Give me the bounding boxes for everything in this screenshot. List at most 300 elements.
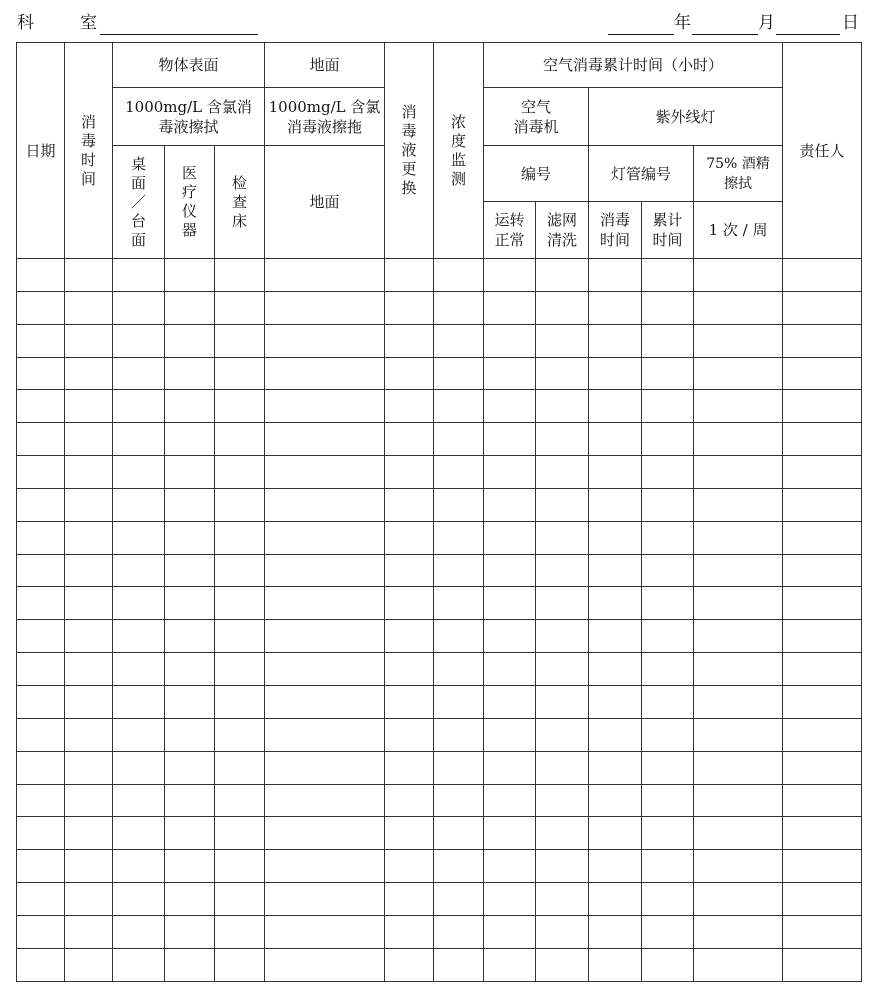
- entry-cell[interactable]: [215, 685, 265, 718]
- entry-cell[interactable]: [589, 554, 642, 587]
- entry-cell[interactable]: [484, 915, 536, 948]
- entry-cell[interactable]: [589, 751, 642, 784]
- entry-cell[interactable]: [589, 718, 642, 751]
- entry-cell[interactable]: [783, 488, 862, 521]
- entry-cell[interactable]: [783, 259, 862, 292]
- entry-cell[interactable]: [65, 751, 113, 784]
- entry-cell[interactable]: [385, 587, 434, 620]
- entry-cell[interactable]: [265, 883, 385, 916]
- entry-cell[interactable]: [113, 751, 165, 784]
- entry-cell[interactable]: [536, 685, 589, 718]
- entry-cell[interactable]: [165, 423, 215, 456]
- entry-cell[interactable]: [783, 390, 862, 423]
- entry-cell[interactable]: [484, 259, 536, 292]
- entry-cell[interactable]: [694, 784, 783, 817]
- entry-cell[interactable]: [215, 718, 265, 751]
- entry-cell[interactable]: [265, 653, 385, 686]
- entry-cell[interactable]: [642, 948, 694, 981]
- entry-cell[interactable]: [113, 718, 165, 751]
- entry-cell[interactable]: [65, 259, 113, 292]
- entry-cell[interactable]: [265, 784, 385, 817]
- entry-cell[interactable]: [165, 324, 215, 357]
- entry-cell[interactable]: [484, 324, 536, 357]
- entry-cell[interactable]: [642, 784, 694, 817]
- entry-cell[interactable]: [65, 718, 113, 751]
- entry-cell[interactable]: [165, 259, 215, 292]
- entry-cell[interactable]: [589, 587, 642, 620]
- entry-cell[interactable]: [694, 915, 783, 948]
- entry-cell[interactable]: [536, 948, 589, 981]
- entry-cell[interactable]: [783, 915, 862, 948]
- entry-cell[interactable]: [434, 751, 484, 784]
- entry-cell[interactable]: [113, 620, 165, 653]
- entry-cell[interactable]: [165, 357, 215, 390]
- entry-cell[interactable]: [165, 948, 215, 981]
- entry-cell[interactable]: [215, 883, 265, 916]
- entry-cell[interactable]: [17, 291, 65, 324]
- entry-cell[interactable]: [17, 456, 65, 489]
- entry-cell[interactable]: [65, 948, 113, 981]
- entry-cell[interactable]: [536, 620, 589, 653]
- entry-cell[interactable]: [215, 915, 265, 948]
- entry-cell[interactable]: [113, 784, 165, 817]
- entry-cell[interactable]: [385, 390, 434, 423]
- entry-cell[interactable]: [215, 620, 265, 653]
- entry-cell[interactable]: [536, 324, 589, 357]
- entry-cell[interactable]: [385, 685, 434, 718]
- entry-cell[interactable]: [265, 357, 385, 390]
- entry-cell[interactable]: [536, 521, 589, 554]
- entry-cell[interactable]: [484, 456, 536, 489]
- entry-cell[interactable]: [484, 718, 536, 751]
- entry-cell[interactable]: [642, 883, 694, 916]
- entry-cell[interactable]: [17, 883, 65, 916]
- entry-cell[interactable]: [385, 488, 434, 521]
- entry-cell[interactable]: [434, 357, 484, 390]
- entry-cell[interactable]: [694, 850, 783, 883]
- entry-cell[interactable]: [589, 488, 642, 521]
- dept-blank[interactable]: [100, 34, 258, 35]
- entry-cell[interactable]: [434, 685, 484, 718]
- entry-cell[interactable]: [165, 587, 215, 620]
- entry-cell[interactable]: [165, 291, 215, 324]
- entry-cell[interactable]: [165, 554, 215, 587]
- entry-cell[interactable]: [113, 685, 165, 718]
- entry-cell[interactable]: [17, 718, 65, 751]
- entry-cell[interactable]: [694, 357, 783, 390]
- entry-cell[interactable]: [265, 488, 385, 521]
- entry-cell[interactable]: [434, 488, 484, 521]
- entry-cell[interactable]: [536, 850, 589, 883]
- entry-cell[interactable]: [385, 784, 434, 817]
- entry-cell[interactable]: [783, 324, 862, 357]
- entry-cell[interactable]: [65, 488, 113, 521]
- entry-cell[interactable]: [536, 587, 589, 620]
- entry-cell[interactable]: [642, 488, 694, 521]
- entry-cell[interactable]: [113, 653, 165, 686]
- entry-cell[interactable]: [694, 620, 783, 653]
- entry-cell[interactable]: [589, 521, 642, 554]
- entry-cell[interactable]: [215, 521, 265, 554]
- entry-cell[interactable]: [385, 850, 434, 883]
- entry-cell[interactable]: [536, 390, 589, 423]
- entry-cell[interactable]: [694, 817, 783, 850]
- entry-cell[interactable]: [17, 587, 65, 620]
- entry-cell[interactable]: [265, 259, 385, 292]
- entry-cell[interactable]: [385, 521, 434, 554]
- entry-cell[interactable]: [642, 685, 694, 718]
- entry-cell[interactable]: [434, 291, 484, 324]
- entry-cell[interactable]: [265, 390, 385, 423]
- entry-cell[interactable]: [783, 751, 862, 784]
- entry-cell[interactable]: [694, 259, 783, 292]
- entry-cell[interactable]: [113, 456, 165, 489]
- entry-cell[interactable]: [642, 324, 694, 357]
- entry-cell[interactable]: [694, 685, 783, 718]
- entry-cell[interactable]: [65, 521, 113, 554]
- entry-cell[interactable]: [165, 784, 215, 817]
- entry-cell[interactable]: [589, 423, 642, 456]
- entry-cell[interactable]: [65, 883, 113, 916]
- entry-cell[interactable]: [215, 456, 265, 489]
- entry-cell[interactable]: [265, 554, 385, 587]
- entry-cell[interactable]: [536, 259, 589, 292]
- entry-cell[interactable]: [385, 357, 434, 390]
- entry-cell[interactable]: [589, 850, 642, 883]
- entry-cell[interactable]: [113, 488, 165, 521]
- entry-cell[interactable]: [694, 291, 783, 324]
- entry-cell[interactable]: [434, 883, 484, 916]
- entry-cell[interactable]: [215, 324, 265, 357]
- entry-cell[interactable]: [65, 554, 113, 587]
- entry-cell[interactable]: [65, 587, 113, 620]
- entry-cell[interactable]: [434, 259, 484, 292]
- entry-cell[interactable]: [434, 390, 484, 423]
- entry-cell[interactable]: [484, 620, 536, 653]
- entry-cell[interactable]: [783, 718, 862, 751]
- entry-cell[interactable]: [17, 817, 65, 850]
- entry-cell[interactable]: [783, 620, 862, 653]
- entry-cell[interactable]: [694, 390, 783, 423]
- entry-cell[interactable]: [642, 456, 694, 489]
- year-blank[interactable]: [608, 34, 674, 35]
- entry-cell[interactable]: [642, 817, 694, 850]
- entry-cell[interactable]: [589, 390, 642, 423]
- entry-cell[interactable]: [484, 488, 536, 521]
- entry-cell[interactable]: [113, 259, 165, 292]
- entry-cell[interactable]: [385, 718, 434, 751]
- entry-cell[interactable]: [17, 948, 65, 981]
- entry-cell[interactable]: [434, 653, 484, 686]
- entry-cell[interactable]: [385, 554, 434, 587]
- entry-cell[interactable]: [265, 751, 385, 784]
- entry-cell[interactable]: [783, 784, 862, 817]
- entry-cell[interactable]: [165, 653, 215, 686]
- entry-cell[interactable]: [783, 554, 862, 587]
- entry-cell[interactable]: [589, 784, 642, 817]
- entry-cell[interactable]: [484, 751, 536, 784]
- entry-cell[interactable]: [694, 456, 783, 489]
- entry-cell[interactable]: [17, 259, 65, 292]
- entry-cell[interactable]: [434, 620, 484, 653]
- entry-cell[interactable]: [165, 817, 215, 850]
- entry-cell[interactable]: [484, 423, 536, 456]
- entry-cell[interactable]: [385, 915, 434, 948]
- entry-cell[interactable]: [17, 850, 65, 883]
- entry-cell[interactable]: [694, 324, 783, 357]
- entry-cell[interactable]: [215, 291, 265, 324]
- entry-cell[interactable]: [215, 948, 265, 981]
- entry-cell[interactable]: [589, 685, 642, 718]
- entry-cell[interactable]: [165, 521, 215, 554]
- entry-cell[interactable]: [65, 685, 113, 718]
- entry-cell[interactable]: [484, 357, 536, 390]
- entry-cell[interactable]: [589, 817, 642, 850]
- entry-cell[interactable]: [642, 291, 694, 324]
- entry-cell[interactable]: [484, 390, 536, 423]
- entry-cell[interactable]: [589, 291, 642, 324]
- entry-cell[interactable]: [484, 521, 536, 554]
- entry-cell[interactable]: [783, 357, 862, 390]
- entry-cell[interactable]: [113, 521, 165, 554]
- entry-cell[interactable]: [165, 685, 215, 718]
- month-blank[interactable]: [692, 34, 758, 35]
- entry-cell[interactable]: [642, 751, 694, 784]
- entry-cell[interactable]: [265, 291, 385, 324]
- entry-cell[interactable]: [642, 620, 694, 653]
- entry-cell[interactable]: [17, 751, 65, 784]
- entry-cell[interactable]: [65, 653, 113, 686]
- entry-cell[interactable]: [484, 784, 536, 817]
- entry-cell[interactable]: [165, 915, 215, 948]
- entry-cell[interactable]: [536, 718, 589, 751]
- entry-cell[interactable]: [434, 915, 484, 948]
- entry-cell[interactable]: [113, 324, 165, 357]
- entry-cell[interactable]: [434, 587, 484, 620]
- entry-cell[interactable]: [113, 357, 165, 390]
- entry-cell[interactable]: [642, 521, 694, 554]
- entry-cell[interactable]: [783, 883, 862, 916]
- entry-cell[interactable]: [783, 423, 862, 456]
- entry-cell[interactable]: [484, 850, 536, 883]
- entry-cell[interactable]: [536, 883, 589, 916]
- entry-cell[interactable]: [642, 554, 694, 587]
- entry-cell[interactable]: [484, 653, 536, 686]
- entry-cell[interactable]: [536, 357, 589, 390]
- entry-cell[interactable]: [385, 456, 434, 489]
- entry-cell[interactable]: [783, 653, 862, 686]
- entry-cell[interactable]: [65, 784, 113, 817]
- entry-cell[interactable]: [17, 620, 65, 653]
- entry-cell[interactable]: [783, 456, 862, 489]
- entry-cell[interactable]: [215, 488, 265, 521]
- entry-cell[interactable]: [694, 883, 783, 916]
- entry-cell[interactable]: [65, 620, 113, 653]
- entry-cell[interactable]: [265, 685, 385, 718]
- entry-cell[interactable]: [65, 324, 113, 357]
- entry-cell[interactable]: [536, 554, 589, 587]
- entry-cell[interactable]: [65, 390, 113, 423]
- entry-cell[interactable]: [434, 850, 484, 883]
- entry-cell[interactable]: [385, 324, 434, 357]
- entry-cell[interactable]: [17, 423, 65, 456]
- entry-cell[interactable]: [434, 554, 484, 587]
- entry-cell[interactable]: [215, 850, 265, 883]
- entry-cell[interactable]: [783, 817, 862, 850]
- entry-cell[interactable]: [113, 291, 165, 324]
- entry-cell[interactable]: [385, 259, 434, 292]
- entry-cell[interactable]: [165, 456, 215, 489]
- day-blank[interactable]: [776, 34, 840, 35]
- entry-cell[interactable]: [17, 784, 65, 817]
- entry-cell[interactable]: [265, 620, 385, 653]
- entry-cell[interactable]: [694, 423, 783, 456]
- entry-cell[interactable]: [65, 817, 113, 850]
- entry-cell[interactable]: [589, 883, 642, 916]
- entry-cell[interactable]: [215, 653, 265, 686]
- entry-cell[interactable]: [165, 850, 215, 883]
- entry-cell[interactable]: [385, 817, 434, 850]
- entry-cell[interactable]: [165, 488, 215, 521]
- entry-cell[interactable]: [484, 554, 536, 587]
- entry-cell[interactable]: [434, 423, 484, 456]
- entry-cell[interactable]: [17, 554, 65, 587]
- entry-cell[interactable]: [113, 554, 165, 587]
- entry-cell[interactable]: [65, 850, 113, 883]
- entry-cell[interactable]: [385, 423, 434, 456]
- entry-cell[interactable]: [589, 456, 642, 489]
- entry-cell[interactable]: [113, 423, 165, 456]
- entry-cell[interactable]: [113, 850, 165, 883]
- entry-cell[interactable]: [642, 653, 694, 686]
- entry-cell[interactable]: [165, 751, 215, 784]
- entry-cell[interactable]: [783, 587, 862, 620]
- entry-cell[interactable]: [642, 850, 694, 883]
- entry-cell[interactable]: [783, 948, 862, 981]
- entry-cell[interactable]: [215, 587, 265, 620]
- entry-cell[interactable]: [589, 259, 642, 292]
- entry-cell[interactable]: [113, 390, 165, 423]
- entry-cell[interactable]: [642, 357, 694, 390]
- entry-cell[interactable]: [215, 357, 265, 390]
- entry-cell[interactable]: [536, 456, 589, 489]
- entry-cell[interactable]: [113, 817, 165, 850]
- entry-cell[interactable]: [165, 718, 215, 751]
- entry-cell[interactable]: [265, 948, 385, 981]
- entry-cell[interactable]: [17, 521, 65, 554]
- entry-cell[interactable]: [589, 620, 642, 653]
- entry-cell[interactable]: [484, 817, 536, 850]
- entry-cell[interactable]: [694, 718, 783, 751]
- entry-cell[interactable]: [265, 423, 385, 456]
- entry-cell[interactable]: [265, 456, 385, 489]
- entry-cell[interactable]: [215, 554, 265, 587]
- entry-cell[interactable]: [385, 948, 434, 981]
- entry-cell[interactable]: [434, 718, 484, 751]
- entry-cell[interactable]: [17, 357, 65, 390]
- entry-cell[interactable]: [434, 817, 484, 850]
- entry-cell[interactable]: [783, 291, 862, 324]
- entry-cell[interactable]: [434, 456, 484, 489]
- entry-cell[interactable]: [536, 423, 589, 456]
- entry-cell[interactable]: [642, 423, 694, 456]
- entry-cell[interactable]: [589, 948, 642, 981]
- entry-cell[interactable]: [215, 784, 265, 817]
- entry-cell[interactable]: [694, 653, 783, 686]
- entry-cell[interactable]: [694, 751, 783, 784]
- entry-cell[interactable]: [265, 817, 385, 850]
- entry-cell[interactable]: [694, 948, 783, 981]
- entry-cell[interactable]: [17, 653, 65, 686]
- entry-cell[interactable]: [165, 620, 215, 653]
- entry-cell[interactable]: [385, 653, 434, 686]
- entry-cell[interactable]: [783, 850, 862, 883]
- entry-cell[interactable]: [694, 521, 783, 554]
- entry-cell[interactable]: [65, 423, 113, 456]
- entry-cell[interactable]: [17, 915, 65, 948]
- entry-cell[interactable]: [385, 883, 434, 916]
- entry-cell[interactable]: [17, 390, 65, 423]
- entry-cell[interactable]: [385, 751, 434, 784]
- entry-cell[interactable]: [536, 915, 589, 948]
- entry-cell[interactable]: [113, 587, 165, 620]
- entry-cell[interactable]: [694, 554, 783, 587]
- entry-cell[interactable]: [165, 883, 215, 916]
- entry-cell[interactable]: [536, 488, 589, 521]
- entry-cell[interactable]: [589, 915, 642, 948]
- entry-cell[interactable]: [215, 390, 265, 423]
- entry-cell[interactable]: [385, 620, 434, 653]
- entry-cell[interactable]: [536, 751, 589, 784]
- entry-cell[interactable]: [113, 948, 165, 981]
- entry-cell[interactable]: [642, 390, 694, 423]
- entry-cell[interactable]: [65, 291, 113, 324]
- entry-cell[interactable]: [484, 685, 536, 718]
- entry-cell[interactable]: [165, 390, 215, 423]
- entry-cell[interactable]: [265, 324, 385, 357]
- entry-cell[interactable]: [17, 685, 65, 718]
- entry-cell[interactable]: [65, 915, 113, 948]
- entry-cell[interactable]: [434, 521, 484, 554]
- entry-cell[interactable]: [215, 259, 265, 292]
- entry-cell[interactable]: [642, 259, 694, 292]
- entry-cell[interactable]: [694, 587, 783, 620]
- entry-cell[interactable]: [265, 587, 385, 620]
- entry-cell[interactable]: [484, 948, 536, 981]
- entry-cell[interactable]: [265, 718, 385, 751]
- entry-cell[interactable]: [265, 915, 385, 948]
- entry-cell[interactable]: [385, 291, 434, 324]
- entry-cell[interactable]: [484, 883, 536, 916]
- entry-cell[interactable]: [434, 324, 484, 357]
- entry-cell[interactable]: [17, 488, 65, 521]
- entry-cell[interactable]: [589, 357, 642, 390]
- entry-cell[interactable]: [642, 915, 694, 948]
- entry-cell[interactable]: [783, 521, 862, 554]
- entry-cell[interactable]: [694, 488, 783, 521]
- entry-cell[interactable]: [536, 653, 589, 686]
- entry-cell[interactable]: [589, 653, 642, 686]
- entry-cell[interactable]: [536, 784, 589, 817]
- entry-cell[interactable]: [65, 357, 113, 390]
- entry-cell[interactable]: [215, 423, 265, 456]
- entry-cell[interactable]: [215, 751, 265, 784]
- entry-cell[interactable]: [642, 587, 694, 620]
- entry-cell[interactable]: [113, 915, 165, 948]
- entry-cell[interactable]: [17, 324, 65, 357]
- entry-cell[interactable]: [589, 324, 642, 357]
- entry-cell[interactable]: [536, 291, 589, 324]
